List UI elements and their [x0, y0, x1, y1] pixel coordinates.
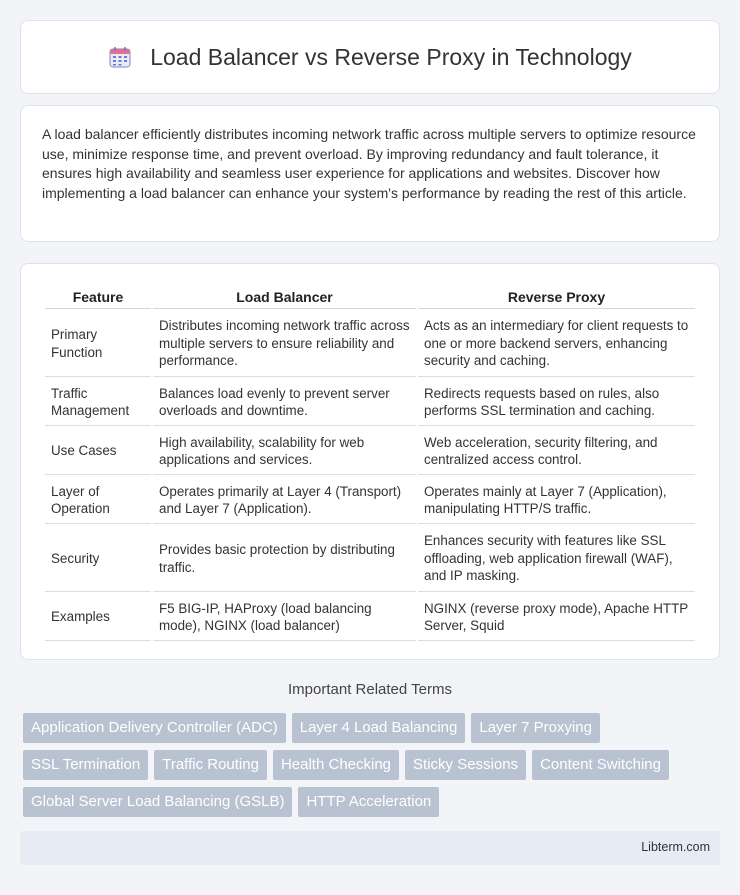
load-balancer-cell: High availability, scalability for web applications and services.: [153, 428, 416, 475]
table-row: [45, 379, 695, 426]
load-balancer-cell: Provides basic protection by distributing traffic.: [153, 526, 416, 592]
table-row: [45, 526, 695, 592]
comparison-card: [20, 263, 720, 660]
load-balancer-cell: Operates primarily at Layer 4 (Transport) and Layer 7 (Application).: [153, 477, 416, 524]
header-reverse-proxy: Reverse Proxy: [418, 286, 695, 309]
page-title: Load Balancer vs Reverse Proxy in Technology: [150, 43, 632, 70]
tag-http-acceleration[interactable]: HTTP Acceleration: [298, 787, 439, 817]
feature-cell: Primary Function: [45, 311, 151, 377]
feature-cell: Security: [45, 526, 151, 592]
load-balancer-cell: F5 BIG-IP, HAProxy (load balancing mode), NGINX (load balancer): [153, 594, 416, 641]
reverse-proxy-cell: Acts as an intermediary for client requests to one or more backend servers, enhancing security and caching.: [418, 311, 695, 377]
reverse-proxy-cell: NGINX (reverse proxy mode), Apache HTTP Server, Squid: [418, 594, 695, 641]
table-row: [45, 428, 695, 475]
reverse-proxy-cell: Operates mainly at Layer 7 (Application), manipulating HTTP/S traffic.: [418, 477, 695, 524]
header-feature: Feature: [45, 286, 151, 309]
tag-layer4-load-balancing[interactable]: Layer 4 Load Balancing: [292, 713, 466, 743]
calendar-icon: [108, 45, 132, 69]
tag-content-switching[interactable]: Content Switching: [532, 750, 669, 780]
tag-traffic-routing[interactable]: Traffic Routing: [154, 750, 267, 780]
table-row: [45, 311, 695, 377]
tag-health-checking[interactable]: Health Checking: [273, 750, 399, 780]
table-header-row: [45, 286, 695, 309]
feature-cell: Traffic Management: [45, 379, 151, 426]
reverse-proxy-cell: Enhances security with features like SSL offloading, web application firewall (WAF), and IP masking.: [418, 526, 695, 592]
feature-cell: Use Cases: [45, 428, 151, 475]
feature-cell: Layer of Operation: [45, 477, 151, 524]
load-balancer-cell: Distributes incoming network traffic across multiple servers to ensure reliability and performance.: [153, 311, 416, 377]
tag-layer7-proxying[interactable]: Layer 7 Proxying: [471, 713, 600, 743]
table-row: [45, 594, 695, 641]
feature-cell: Examples: [45, 594, 151, 641]
reverse-proxy-cell: Redirects requests based on rules, also performs SSL termination and caching.: [418, 379, 695, 426]
intro-card: [20, 105, 720, 242]
header-load-balancer: Load Balancer: [153, 286, 416, 309]
intro-text: A load balancer efficiently distributes incoming network traffic across multiple servers to optimize resource use, minimize response time, and prevent overload. By improving redundancy and fault tolerance, it ensures high availability and seamless user experience for applications and websites. Discover how implementing a load balancer can enhance your system's performance by reading the rest of this article.: [42, 126, 696, 201]
related-terms-list: [23, 713, 723, 817]
tag-gslb[interactable]: Global Server Load Balancing (GSLB): [23, 787, 292, 817]
load-balancer-cell: Balances load evenly to prevent server overloads and downtime.: [153, 379, 416, 426]
footer-site-link[interactable]: Libterm.com: [641, 840, 710, 854]
tag-sticky-sessions[interactable]: Sticky Sessions: [405, 750, 526, 780]
tag-adc[interactable]: Application Delivery Controller (ADC): [23, 713, 286, 743]
related-terms-title: Important Related Terms: [288, 681, 452, 698]
reverse-proxy-cell: Web acceleration, security filtering, and centralized access control.: [418, 428, 695, 475]
footer: [20, 831, 720, 865]
table-row: [45, 477, 695, 524]
comparison-table: [43, 284, 697, 643]
title-card: [20, 20, 720, 94]
tag-ssl-termination[interactable]: SSL Termination: [23, 750, 148, 780]
